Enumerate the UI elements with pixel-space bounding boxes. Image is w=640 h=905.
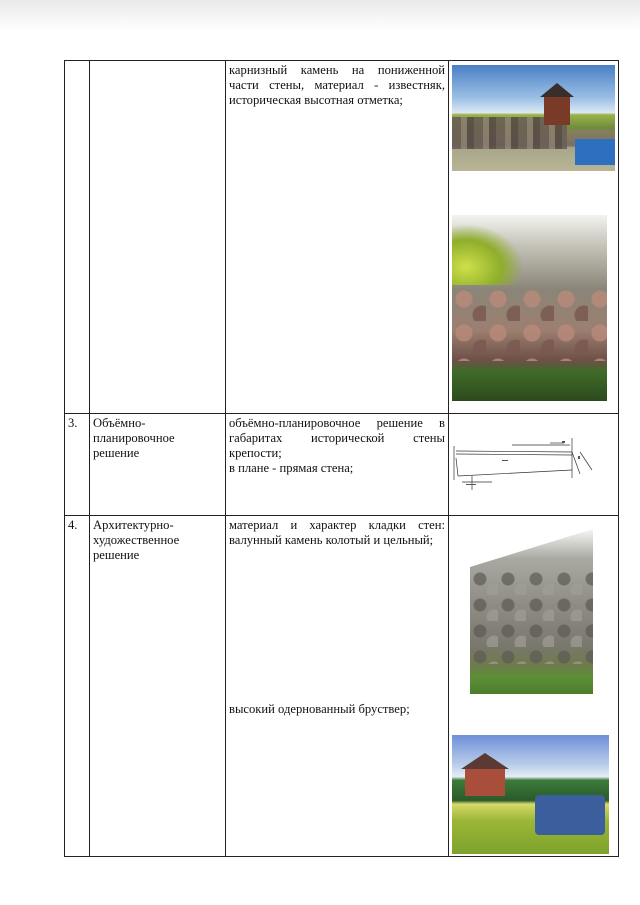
- photo-cell: [449, 414, 619, 516]
- description-text: в плане - прямая стена;: [229, 461, 354, 475]
- sodded-parapet-photo: [452, 735, 609, 854]
- scan-top-shading: [0, 0, 640, 30]
- description-cell: [226, 414, 449, 516]
- element-name-cell: Архитектурно-художественное решение: [90, 516, 226, 857]
- table-row: [65, 61, 619, 414]
- description-cell: [226, 516, 449, 857]
- element-name-cell: [90, 61, 226, 414]
- description-text: материал и характер кладки стен: валунный камень колотый и цельный;: [229, 518, 445, 547]
- document-table: [64, 60, 619, 857]
- photo-cell: [449, 516, 619, 857]
- table-row: [65, 516, 619, 857]
- table-row: [65, 414, 619, 516]
- row-number-cell: [65, 61, 90, 414]
- boulder-masonry-photo: [470, 529, 593, 694]
- description-text: высокий одернованный бруствер;: [229, 702, 410, 716]
- row-number-cell: 4.: [65, 516, 90, 857]
- row-number-cell: 3.: [65, 414, 90, 516]
- description-text: объёмно-планировочное решение в габаритах исторической стены крепости;: [229, 416, 445, 460]
- wall-stonework-closeup-photo: [452, 215, 607, 401]
- wall-plan-drawing: [452, 418, 607, 506]
- description-text: карнизный камень на пониженной части стены, материал - известняк, историческая высотная отметка;: [229, 63, 445, 107]
- description-cell: [226, 61, 449, 414]
- element-name-cell: Объёмно-планировочное решение: [90, 414, 226, 516]
- photo-cell: [449, 61, 619, 414]
- wall-upper-stone-photo: [452, 65, 615, 171]
